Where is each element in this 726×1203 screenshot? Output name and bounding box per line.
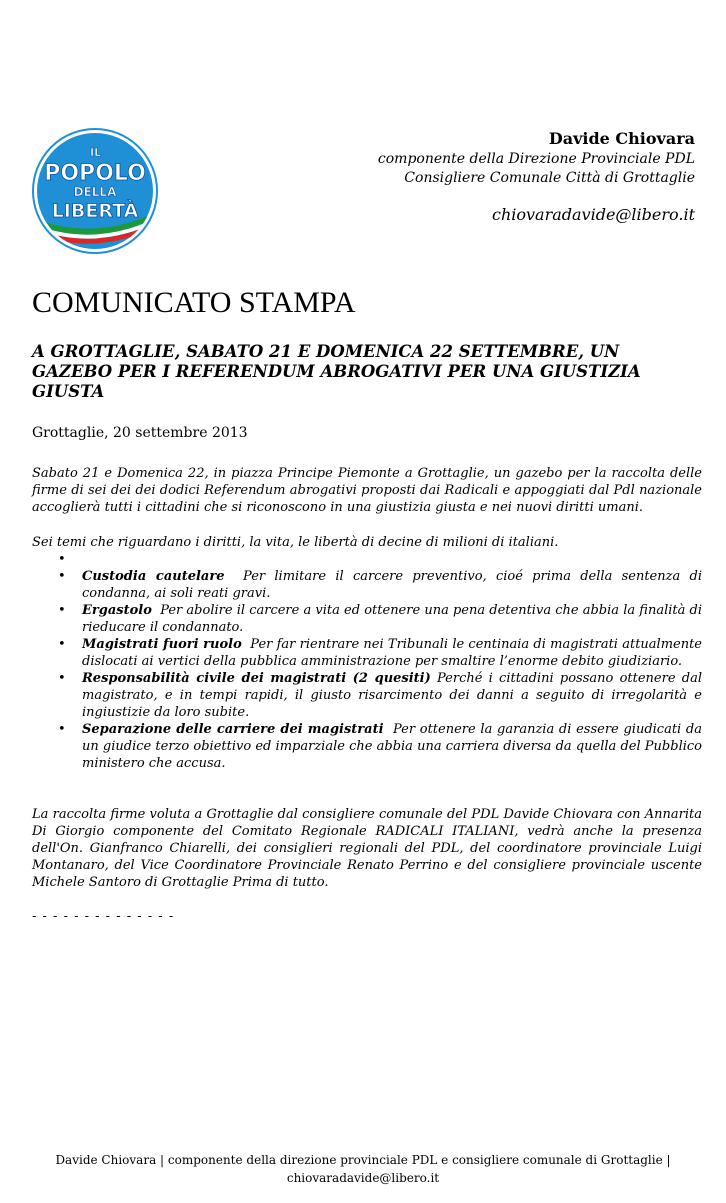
- logo-text-della: DELLA: [73, 185, 117, 199]
- topic-text: Per ottenere la garanzia di essere giudicati da un giudice terzo obiettivo ed imparziale che abbia una carriera diversa da quella del Pubblico ministero che accusa.: [82, 722, 703, 771]
- list-item: [82, 670, 702, 721]
- referendum-topics-list: [32, 551, 702, 772]
- topic-title: Magistrati fuori ruolo: [82, 637, 242, 652]
- logo-text-liberta: LIBERTÀ: [51, 200, 139, 222]
- dateline: Grottaglie, 20 settembre 2013: [32, 425, 248, 441]
- author-role-line2: Consigliere Comunale Città di Grottaglie: [404, 170, 695, 186]
- document-body: [32, 284, 702, 925]
- topic-title: Ergastolo: [82, 603, 152, 618]
- topic-title: Custodia cautelare: [82, 569, 225, 584]
- paragraph-topics-intro: Sei temi che riguardano i diritti, la vita, le libertà di decine di milioni di italiani.: [32, 535, 559, 550]
- topic-title: Separazione delle carriere dei magistrati: [82, 722, 384, 737]
- page-footer: [40, 1151, 686, 1187]
- list-item: [82, 602, 702, 636]
- topic-title: Responsabilità civile dei magistrati (2 quesiti): [82, 671, 431, 686]
- list-item-empty: [82, 551, 702, 568]
- logo-text-il: IL: [90, 146, 102, 159]
- author-header: [275, 128, 695, 226]
- list-item: [82, 636, 702, 670]
- footer-email[interactable]: chiovaradavide@libero.it: [286, 1171, 440, 1185]
- topic-text: Per limitare il carcere preventivo, cioé prima della sentenza di condanna, ai soli reati gravi.: [82, 569, 702, 601]
- list-item: [82, 721, 702, 772]
- document-subtitle: A GROTTAGLIE, SABATO 21 E DOMENICA 22 SETTEMBRE, UN GAZEBO PER I REFERENDUM ABROGATIVI PER UNA GIUSTIZIA GIUSTA: [32, 342, 641, 401]
- logo-text-popolo: POPOLO: [44, 161, 146, 186]
- paragraph-intro: Sabato 21 e Domenica 22, in piazza Principe Piemonte a Grottaglie, un gazebo per la raccolta delle firme di sei dei dei dodici Referendum abrogativi proposti dai Radicali e appoggiati dal Pdl nazionale accoglierà tutti i cittadini che si riconoscono in una giustizia giusta e nei nuovi diritti umani.: [32, 466, 702, 515]
- topic-text: Perché i cittadini possano ottenere dal magistrato, e in tempi rapidi, il giusto risarcimento dei danni a seguito di irregolarità e ingiustizie da loro subite.: [82, 671, 702, 720]
- footer-line1: Davide Chiovara | componente della direzione provinciale PDL e consigliere comunale di Grottaglie |: [55, 1153, 671, 1167]
- document-heading: COMUNICATO STAMPA: [32, 286, 356, 319]
- topic-text: Per far rientrare nei Tribunali le centinaia di magistrati attualmente dislocati ai vertici della pubblica amministrazione per smaltire l’enorme debito giudiziario.: [82, 637, 703, 669]
- paragraph-closing: La raccolta firme voluta a Grottaglie dal consigliere comunale del PDL Davide Chiovara con Annarita Di Giorgio componente del Comitato Regionale RADICALI ITALIANI, vedrà anche la presenza dell'On. Gianfranco Chiarelli, dei consiglieri regionali del PDL, del coordinatore provinciale Luigi Montanaro, del Vice Coordinatore Provinciale Renato Perrino e del consigliere provinciale uscente Michele Santoro di Grottaglie Prima di tutto.: [32, 807, 702, 890]
- topic-text: Per abolire il carcere a vita ed ottenere una pena detentiva che abbia la finalità di rieducare il condannato.: [82, 603, 702, 635]
- popolo-della-liberta-logo: [32, 128, 158, 254]
- author-role-line1: componente della Direzione Provinciale PDL: [377, 151, 695, 167]
- author-email[interactable]: chiovaradavide@libero.it: [491, 205, 695, 224]
- author-name: Davide Chiovara: [548, 129, 695, 148]
- separator-dashes: - - - - - - - - - - - - - -: [32, 909, 175, 924]
- list-item: [82, 568, 702, 602]
